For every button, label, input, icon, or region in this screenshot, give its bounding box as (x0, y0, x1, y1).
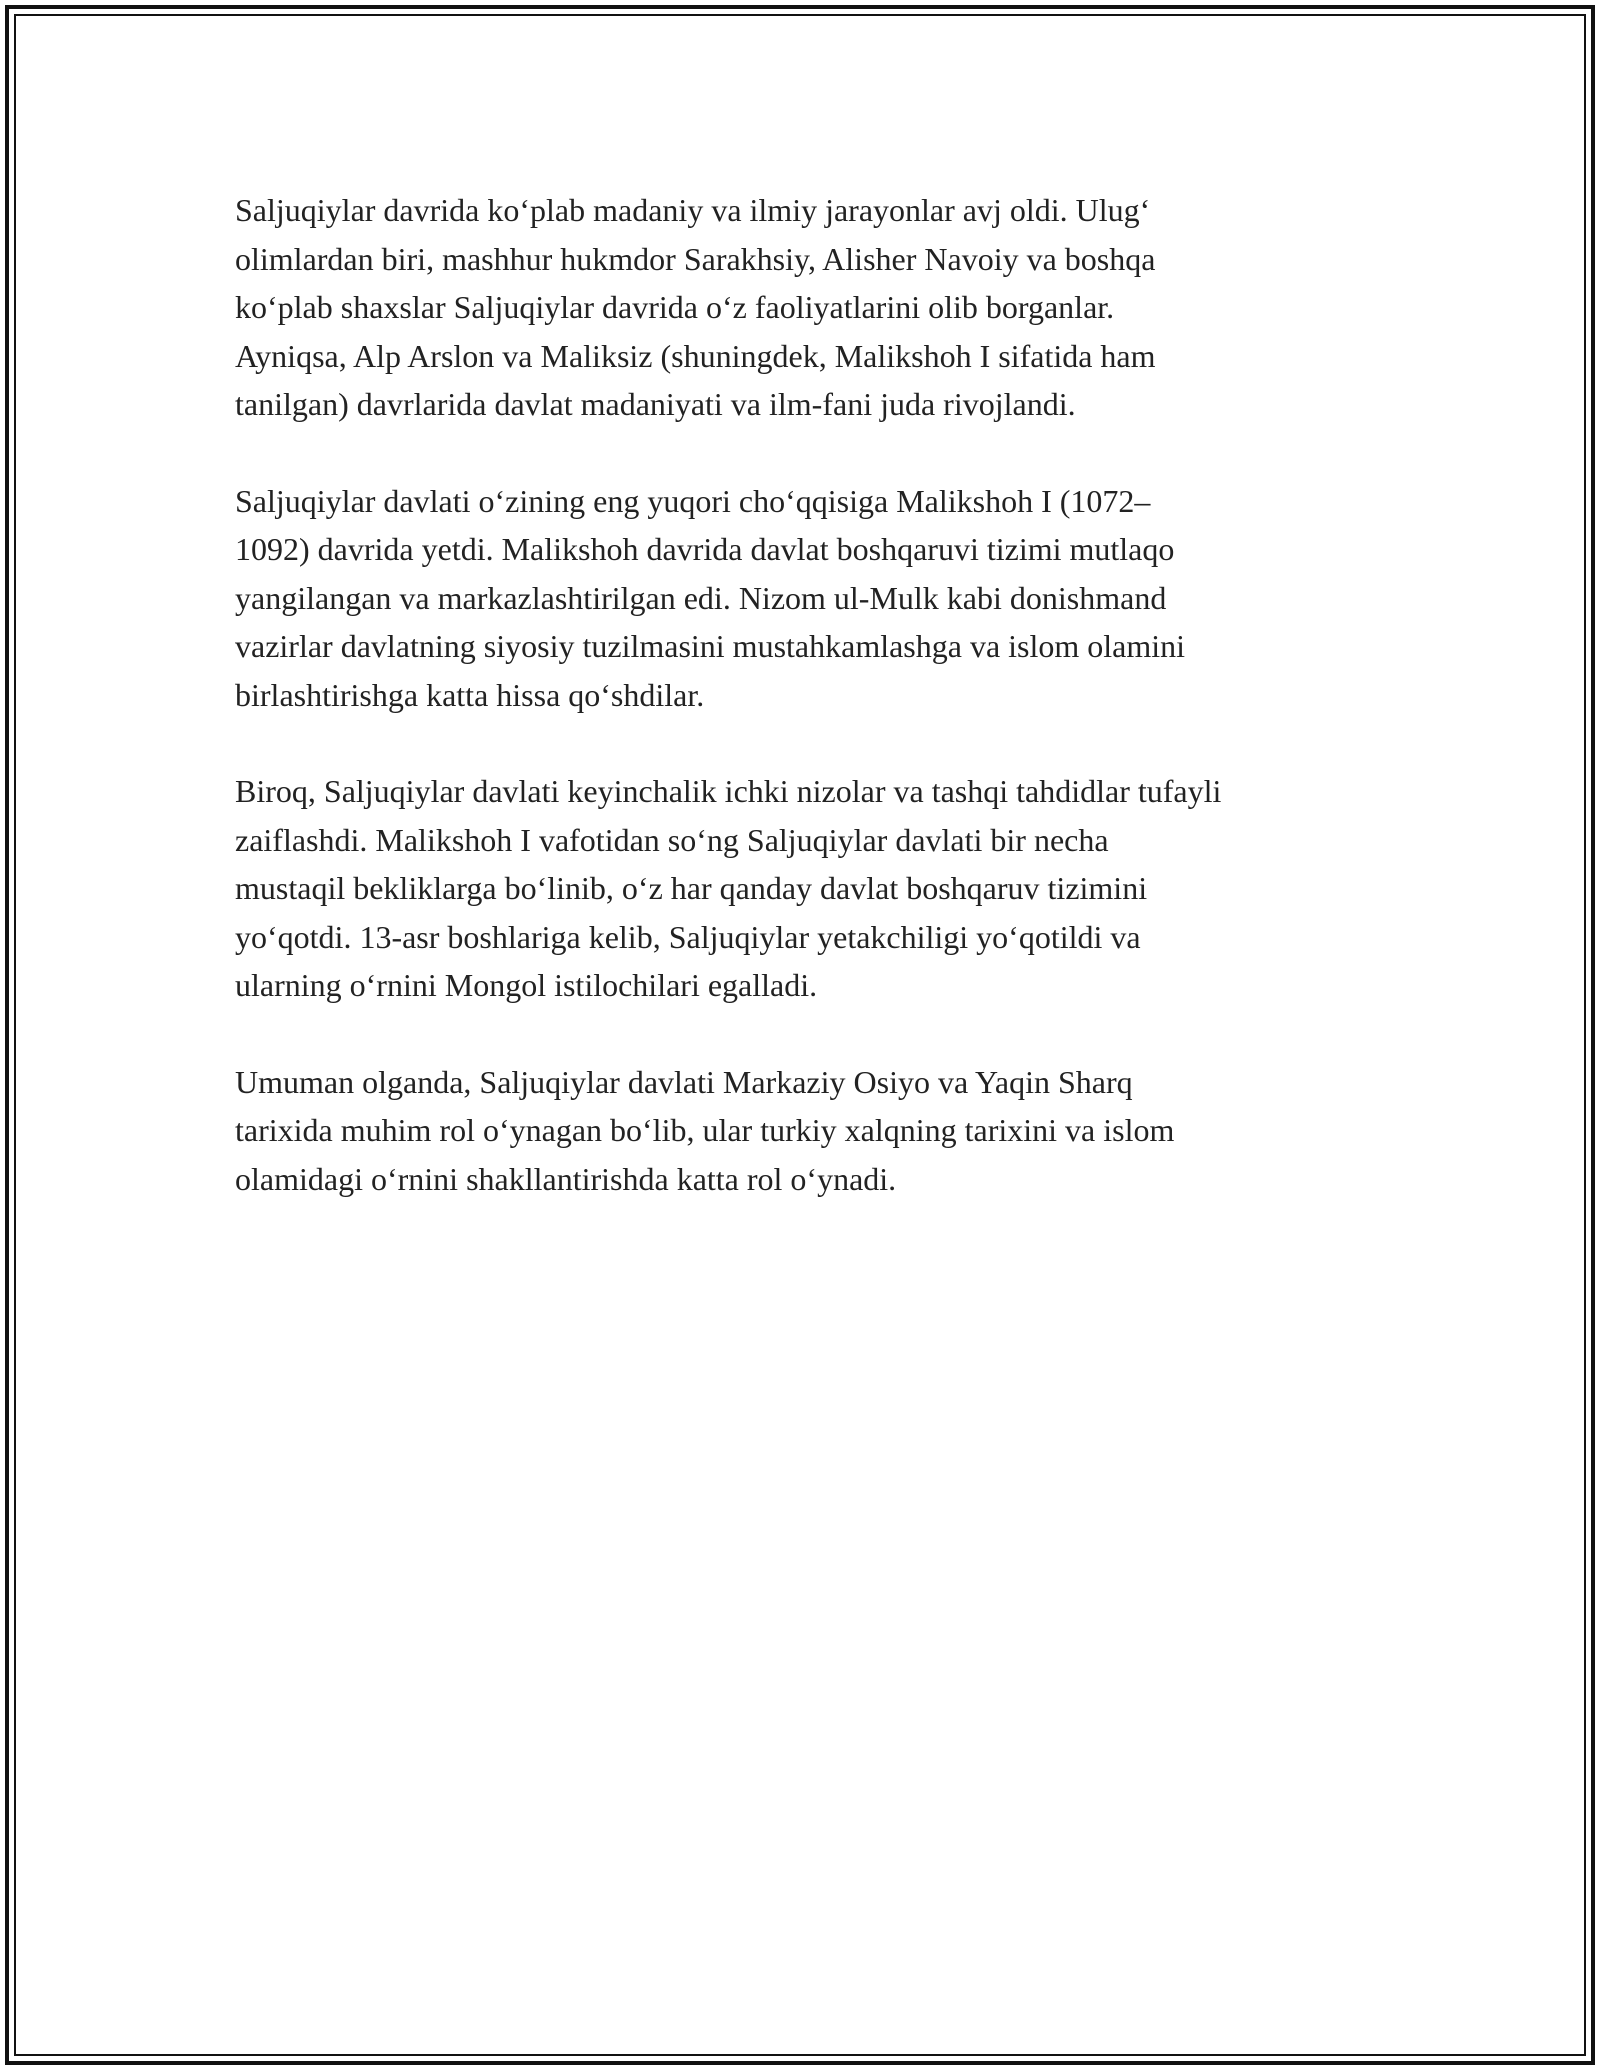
text-line: zaiflashdi. Malikshoh I vafotidan so‘ng Saljuqiylar davlati bir necha (235, 821, 1109, 858)
text-line: 1092) davrida yetdi. Malikshoh davrida davlat boshqaruvi tizimi mutlaqo (235, 531, 1175, 567)
paragraph-3 (235, 767, 1375, 1010)
document-body (235, 186, 1375, 1251)
paragraph-1 (235, 186, 1375, 429)
text-line: birlashtirishga katta hissa qo‘shdilar. (235, 676, 705, 713)
text-line: Biroq, Saljuqiylar davlati keyinchalik ichki nizolar va tashqi tahdidlar tufayli (235, 773, 1222, 809)
text-line: tarixida muhim rol o‘ynagan bo‘lib, ular turkiy xalqning tarixini va islom (235, 1112, 1175, 1148)
text-line: Ayniqsa, Alp Arslon va Maliksiz (shuningdek, Malikshoh I sifatida ham (235, 337, 1156, 374)
text-line: olamidagi o‘rnini shakllantirishda katta rol o‘ynadi. (235, 1160, 897, 1197)
text-line: yangilangan va markazlashtirilgan edi. Nizom ul-Mulk kabi donishmand (235, 579, 1167, 616)
text-line: mustaqil bekliklarga bo‘linib, o‘z har qanday davlat boshqaruv tizimini (235, 870, 1148, 906)
text-line: yo‘qotdi. 13-asr boshlariga kelib, Saljuqiylar yetakchiligi yo‘qotildi va (235, 918, 1141, 955)
text-line: Umuman olganda, Saljuqiylar davlati Markaziy Osiyo va Yaqin Sharq (235, 1063, 1133, 1100)
paragraph-4 (235, 1058, 1375, 1204)
text-line: vazirlar davlatning siyosiy tuzilmasini mustahkamlashga va islom olamini (235, 628, 1186, 664)
text-line: tanilgan) davrlarida davlat madaniyati va ilm-fani juda rivojlandi. (235, 386, 1076, 422)
text-line: Saljuqiylar davlati o‘zining eng yuqori cho‘qqisiga Malikshoh I (1072– (235, 482, 1151, 519)
text-line: olimlardan biri, mashhur hukmdor Sarakhsiy, Alisher Navoiy va boshqa (235, 240, 1156, 277)
text-line: ularning o‘rnini Mongol istilochilari egalladi. (235, 967, 818, 1003)
paragraph-2 (235, 477, 1375, 720)
text-line: Saljuqiylar davrida ko‘plab madaniy va ilmiy jarayonlar avj oldi. Ulug‘ (235, 192, 1151, 228)
text-line: ko‘plab shaxslar Saljuqiylar davrida o‘z faoliyatlarini olib borganlar. (235, 289, 1115, 325)
